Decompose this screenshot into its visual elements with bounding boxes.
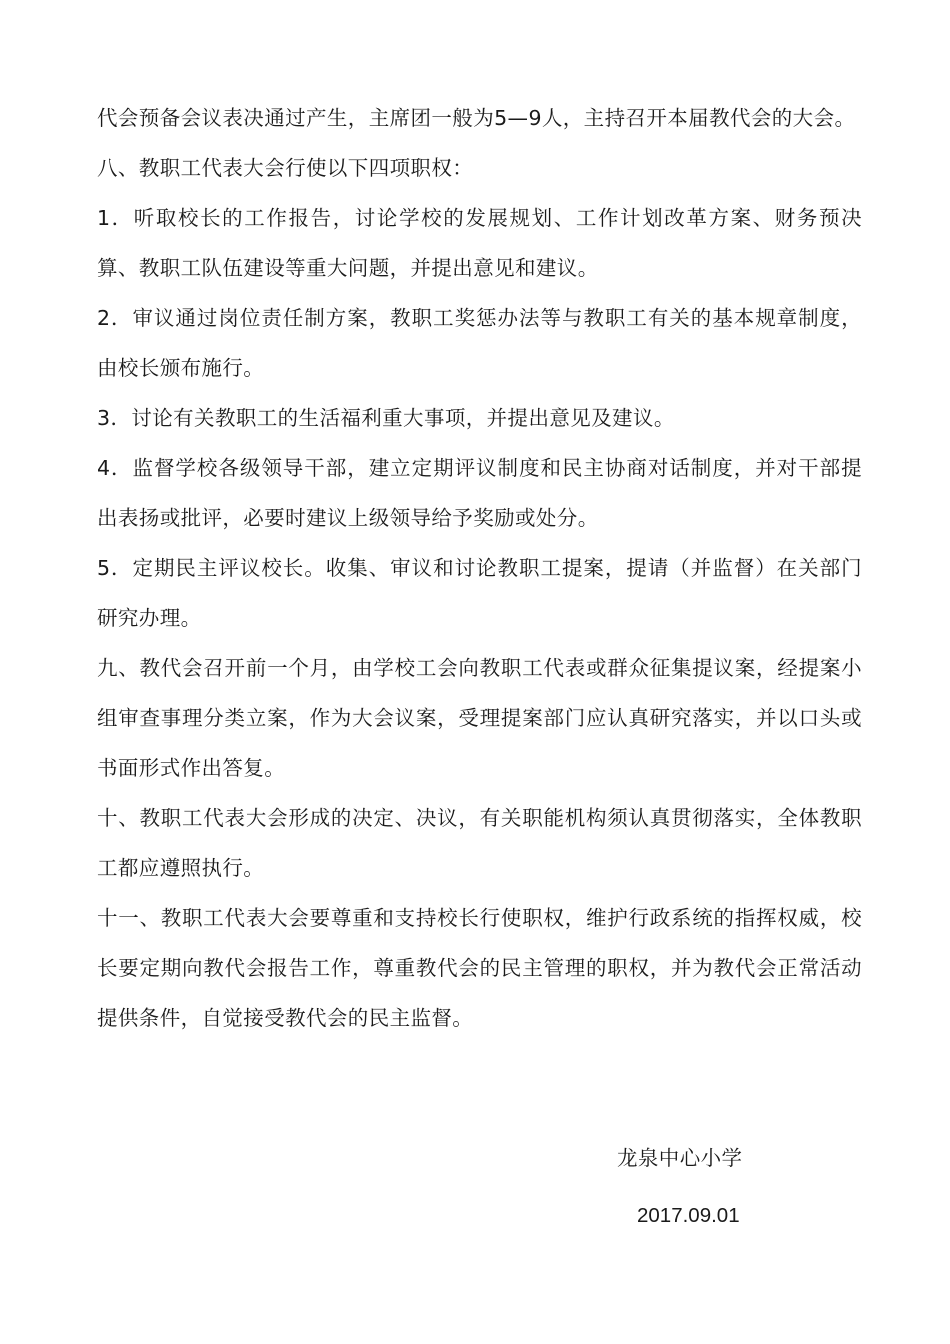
document-body bbox=[97, 93, 862, 1043]
paragraph-continuation: 代会预备会议表决通过产生，主席团一般为5—9人，主持召开本届教代会的大会。 bbox=[97, 106, 856, 130]
paragraph-item-5: 5．定期民主评议校长。收集、审议和讨论教职工提案，提请（并监督）在关部门研究办理。 bbox=[97, 556, 862, 630]
paragraph-item-3: 3．讨论有关教职工的生活福利重大事项，并提出意见及建议。 bbox=[97, 406, 675, 430]
paragraph-item-1: 1．听取校长的工作报告，讨论学校的发展规划、工作计划改革方案、财务预决算、教职工队伍建设等重大问题，并提出意见和建议。 bbox=[97, 206, 862, 280]
paragraph-section-ten: 十、教职工代表大会形成的决定、决议，有关职能机构须认真贯彻落实，全体教职工都应遵照执行。 bbox=[97, 806, 862, 880]
paragraph-item-2: 2．审议通过岗位责任制方案，教职工奖惩办法等与教职工有关的基本规章制度，由校长颁布施行。 bbox=[97, 306, 862, 380]
paragraph-section-nine: 九、教代会召开前一个月，由学校工会向教职工代表或群众征集提议案，经提案小组审查事理分类立案，作为大会议案，受理提案部门应认真研究落实，并以口头或书面形式作出答复。 bbox=[97, 656, 862, 780]
signature-date: 2017.09.01 bbox=[637, 1204, 740, 1227]
paragraph-item-4: 4．监督学校各级领导干部，建立定期评议制度和民主协商对话制度，并对干部提出表扬或批评，必要时建议上级领导给予奖励或处分。 bbox=[97, 456, 862, 530]
paragraph-section-eight: 八、教职工代表大会行使以下四项职权： bbox=[97, 156, 474, 180]
paragraph-section-eleven: 十一、教职工代表大会要尊重和支持校长行使职权，维护行政系统的指挥权威，校长要定期向教代会报告工作，尊重教代会的民主管理的职权，并为教代会正常活动提供条件，自觉接受教代会的民主监督。 bbox=[97, 906, 862, 1030]
signature-organization: 龙泉中心小学 bbox=[617, 1146, 743, 1170]
